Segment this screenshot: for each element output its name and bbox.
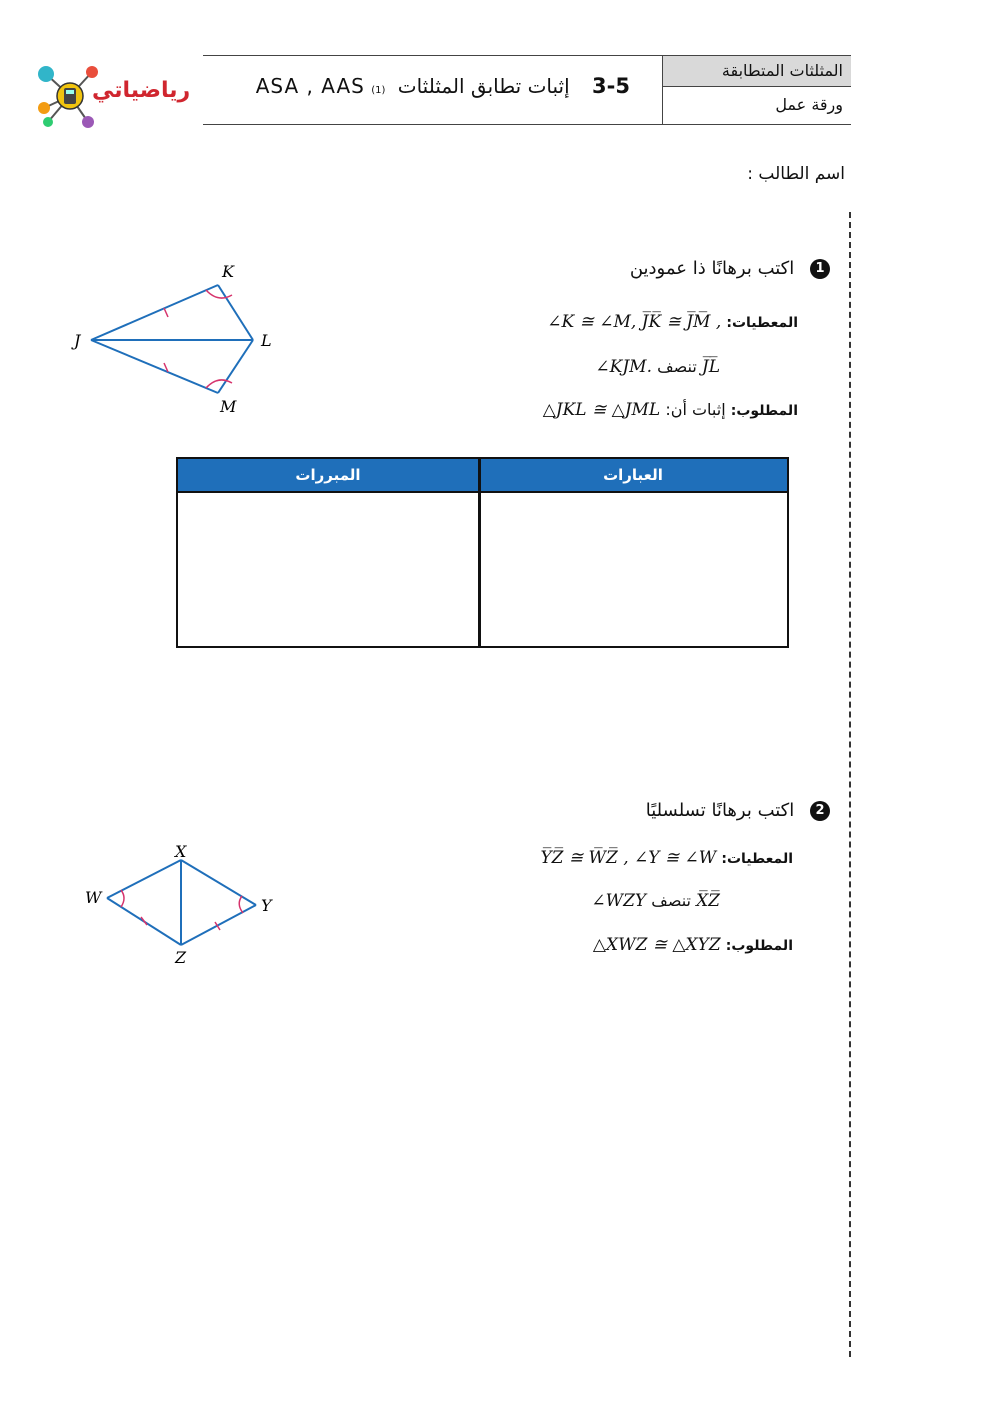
problem-2-bisect-word: تنصف xyxy=(651,891,691,910)
problem-1-bisect-angle: ∠KJM. xyxy=(595,357,652,377)
problem-1-required xyxy=(480,400,798,420)
problem-1-given-math: ∠K ≅ ∠M, J̅K̅ ≅ J̅M̅ , xyxy=(547,312,722,332)
angle-k-mark xyxy=(206,290,232,298)
angle-y-mark xyxy=(239,896,243,913)
angle-m-mark xyxy=(206,380,232,388)
problem-2-required-math: △XWZ ≅ △XYZ xyxy=(592,935,721,955)
label-y: Y xyxy=(261,896,272,915)
lesson-title-arabic: إثبات تطابق المثلثات xyxy=(397,74,570,98)
lesson-title xyxy=(230,74,630,108)
segment-xy xyxy=(181,860,256,905)
problem-1-given-label: المعطيات: xyxy=(726,315,798,331)
segment-jm xyxy=(91,340,218,393)
problem-1-title-text: اكتب برهانًا ذا عمودين xyxy=(629,258,795,279)
problem-2-number: 2 xyxy=(810,801,830,821)
label-x: X xyxy=(175,842,187,861)
label-j: J xyxy=(74,331,81,350)
problem-2-given-math: Y̅Z̅ ≅ W̅Z̅ , ∠Y ≅ ∠W xyxy=(540,848,717,868)
problem-2-given-label: المعطيات: xyxy=(721,851,793,867)
problem-1-title xyxy=(560,258,830,279)
two-column-proof-table xyxy=(176,457,789,648)
student-name-label: اسم الطالب : xyxy=(747,164,845,184)
segment-jk xyxy=(91,285,218,340)
problem-1-bisect-word: تنصف xyxy=(657,357,697,376)
angle-w-mark xyxy=(121,890,124,907)
statements-header: العبارات xyxy=(479,459,787,493)
label-k: K xyxy=(222,262,234,281)
problem-1-required-prefix: إثبات أن: xyxy=(665,400,726,419)
label-m: M xyxy=(220,397,237,416)
label-l: L xyxy=(261,331,272,350)
document-type: ورقة عمل xyxy=(775,95,843,114)
logo-text: رياضياتي xyxy=(92,78,191,103)
segment-ml xyxy=(218,340,253,393)
problem-1-required-math: △JKL ≅ △JML xyxy=(542,400,661,420)
segment-yz xyxy=(181,905,256,945)
statements-cell[interactable] xyxy=(481,493,787,646)
problem-2-bisector xyxy=(520,891,720,911)
unit-title: المثلثات المتطابقة xyxy=(663,56,851,87)
problem-1-bisect-segment: J̅L̅ xyxy=(701,357,720,377)
label-z: Z xyxy=(175,948,187,967)
logo xyxy=(30,56,191,128)
tick-jk xyxy=(164,308,168,317)
lesson-title-latin: ASA , AAS xyxy=(255,74,365,98)
problem-2-figure xyxy=(75,838,285,968)
problem-2-bisect-segment: X̅Z̅ xyxy=(696,891,720,911)
reasons-cell[interactable] xyxy=(178,493,478,646)
problem-2-title-text: اكتب برهانًا تسلسليًا xyxy=(645,800,795,821)
problem-2-given xyxy=(480,848,793,868)
problem-2-title xyxy=(560,800,830,821)
margin-dashed-line xyxy=(849,212,851,1357)
reasons-header: المبررات xyxy=(178,459,478,493)
problem-1-number: 1 xyxy=(810,259,830,279)
segment-kl xyxy=(218,285,253,340)
lesson-part: (1) xyxy=(371,85,386,96)
problem-1-bisector xyxy=(520,357,720,377)
problem-1-figure xyxy=(60,255,290,425)
problem-2-required-label: المطلوب: xyxy=(725,938,793,954)
problem-2-bisect-angle: ∠WZY xyxy=(591,891,647,911)
lesson-number: 3-5 xyxy=(592,74,630,98)
label-w: W xyxy=(85,888,102,907)
segment-xw xyxy=(107,860,181,898)
problem-2-required xyxy=(520,935,793,955)
problem-1-given xyxy=(480,312,798,332)
problem-1-required-label: المطلوب: xyxy=(730,403,798,419)
